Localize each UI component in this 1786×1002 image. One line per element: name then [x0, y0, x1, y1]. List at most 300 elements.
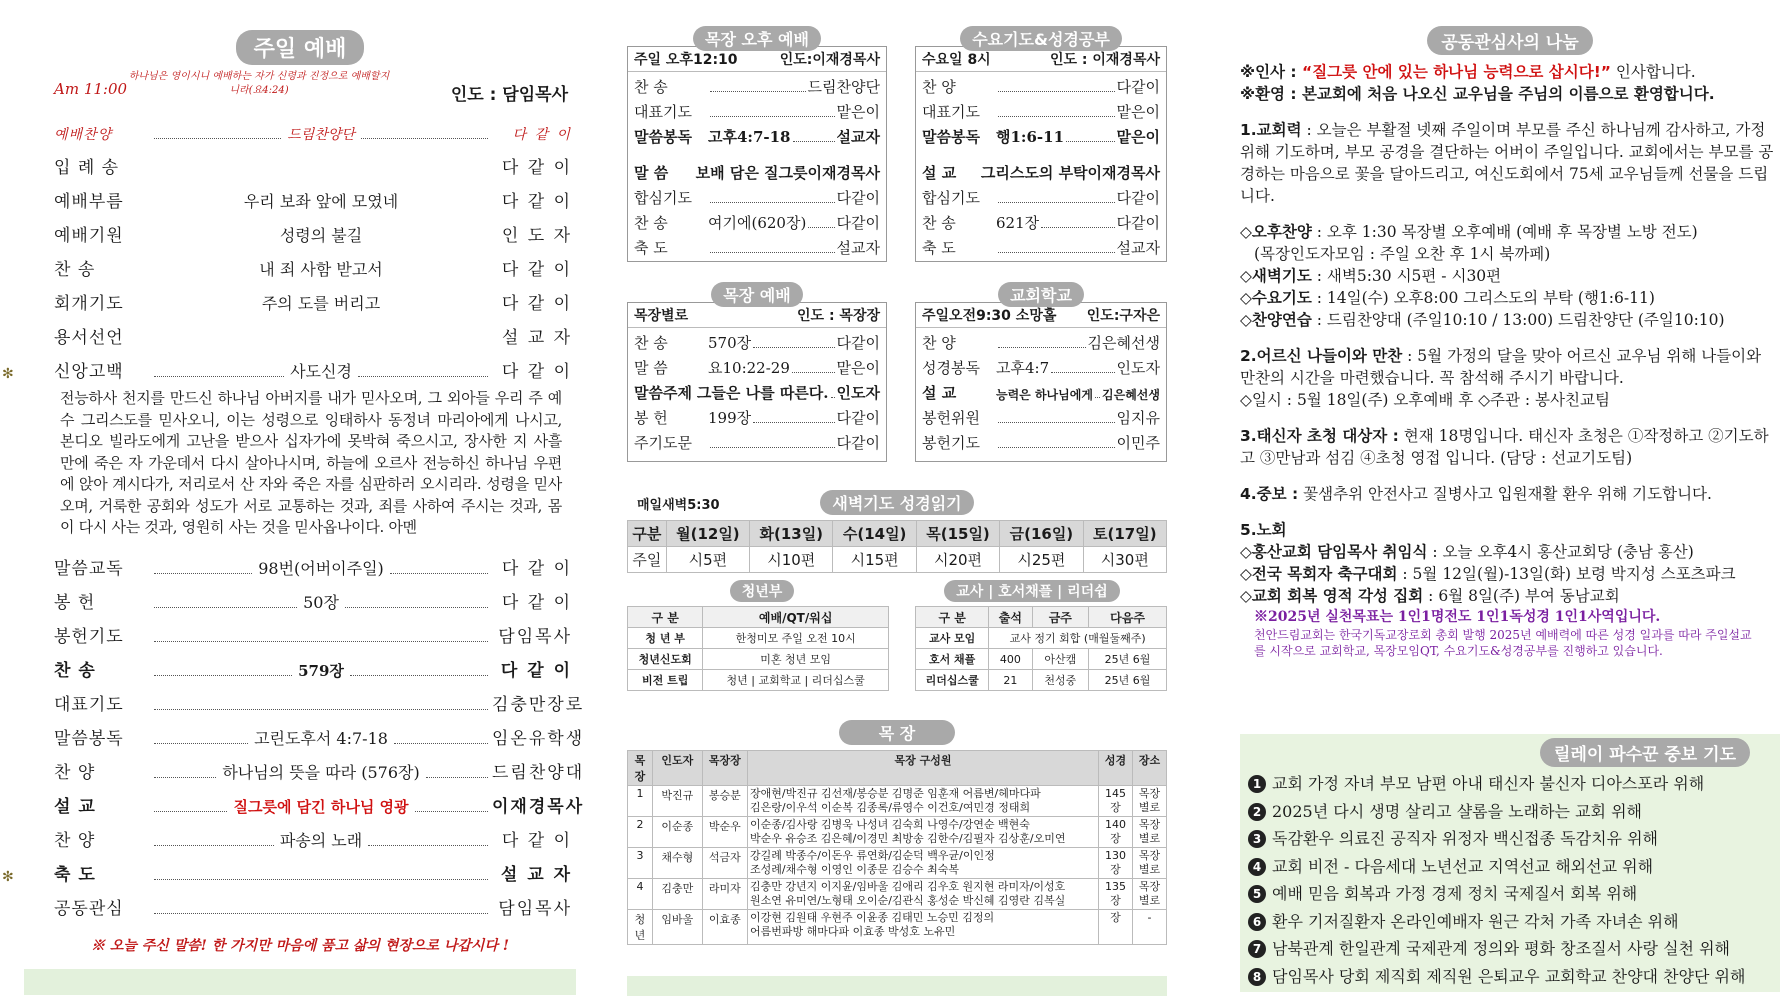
youth-title: 청년부	[730, 580, 795, 602]
box-row-value	[996, 126, 1160, 147]
youth-cell: 청년신도회	[628, 649, 703, 670]
order-row	[24, 178, 576, 212]
box-row	[916, 353, 1166, 378]
box-row-label: 찬 송	[634, 214, 668, 232]
order-item-leader: 담임목사	[498, 898, 572, 919]
mokjang-row	[628, 817, 1167, 848]
dawn-cell: 시5편	[666, 547, 749, 573]
mokjang-header-cell: 성경	[1099, 751, 1133, 786]
teachers-cell: 구 분	[916, 607, 989, 628]
order-item-leader: 인 도 자	[501, 226, 572, 246]
presbytery-label: ◇홍산교회 담임목사 취임식	[1240, 543, 1428, 561]
order-item-name: 신앙고백	[54, 362, 124, 382]
box-row-value	[996, 237, 1160, 258]
box-row-value	[708, 187, 880, 208]
box-row-value	[996, 76, 1160, 97]
box-header-right: 인도 : 목장장	[797, 308, 880, 324]
mokjang-bible: 장	[1099, 910, 1133, 945]
box-row-role: 맡은이	[1116, 103, 1160, 121]
box-row-label: 주기도문	[634, 434, 692, 452]
order-row	[2, 851, 576, 885]
box-row	[916, 122, 1166, 147]
order-item-text: 질그릇에 담긴 하나님 영광	[233, 797, 409, 816]
mokjang-bible: 130 장	[1099, 848, 1133, 879]
youth-cell: 예배/QT/워십	[703, 607, 889, 628]
box-header-right: 인도:구자은	[1086, 308, 1160, 324]
order-row	[24, 715, 585, 749]
relay-prayer-item	[1248, 935, 1745, 963]
relay-prayer-text: 교회 비전 - 다음세대 노년선교 지역선교 해외선교 위해	[1272, 856, 1654, 876]
relay-prayer-item	[1248, 798, 1745, 826]
order-item-content	[150, 760, 492, 783]
box-row-label: 말씀주제	[634, 384, 692, 402]
presbytery-label: ◇전국 목회자 축구대회	[1240, 565, 1398, 583]
leader-dots	[1051, 372, 1114, 373]
mokjang-place: 목장 별로	[1132, 817, 1166, 848]
mokjang-header-cell: 인도자	[652, 751, 702, 786]
sunday-worship-title: 주일 예배	[236, 30, 365, 65]
youth-table	[627, 606, 889, 691]
box-row-label: 봉헌위원	[922, 409, 980, 427]
order-row	[24, 817, 576, 851]
box-row-role: 설교자	[836, 128, 880, 146]
order-item-content	[150, 660, 492, 681]
box-row-role: 맡은이	[836, 359, 880, 377]
mokjang-members: 이순종/김사랑 김병욱 나성녀 김숙희 나영수/강연순 백현숙 박순우 유승조 김은혜/이경민 최방송 김한수/김필자 김상훈/오미연	[748, 817, 1099, 848]
teachers-cell: 아산캠	[1032, 649, 1089, 670]
church-school-title: 교회학교	[998, 282, 1084, 307]
box-row	[628, 72, 886, 97]
relay-prayer-text: 담임목사 당회 제직회 제직원 은퇴교우 교회학교 찬양대 찬양단 위해	[1272, 966, 1746, 986]
order-row	[24, 579, 576, 613]
leader-dots	[998, 422, 1115, 423]
order-item-text: 파송의 노래	[279, 830, 363, 850]
dawn-header-cell: 구분	[628, 521, 667, 547]
box-row	[628, 233, 886, 258]
box-row-label: 봉헌기도	[922, 434, 980, 452]
mokjang-members: 이강현 김원태 우현주 이윤종 김태민 노승민 김정의 어름번파방 해마다파 이효종 박성호 노유민	[748, 910, 1099, 945]
mokjang-header-cell: 장소	[1132, 751, 1166, 786]
order-row	[24, 212, 576, 246]
box-row-role: 다같이	[836, 189, 880, 207]
mokjang-table	[627, 750, 1167, 945]
order-item-text: 579장	[298, 661, 344, 680]
box-row	[916, 183, 1166, 208]
order-item-text: 50장	[303, 592, 339, 612]
order-item-content	[150, 359, 492, 382]
welcome: ※환영 : 본교회에 처음 나오신 교우님을 주님의 이름으로 환영합니다.	[1240, 85, 1715, 103]
box-row-value	[996, 212, 1160, 233]
mokjang-head: 라미자	[702, 879, 747, 910]
mokjang-leader: 박진규	[652, 786, 702, 817]
item-elders-outing: 2.어르신 나들이와 만찬 : 5월 가정의 달을 맞아 어르신 교우님 위해 나들이와 만찬의 시간을 마련했습니다. 꼭 참석해 주시기 바랍니다.	[1240, 347, 1762, 387]
order-row	[24, 749, 585, 783]
youth-row	[628, 628, 889, 649]
box-row-role: 맡은이	[836, 103, 880, 121]
order-item-name: 축 도	[54, 864, 96, 885]
mokjang-head: 박순우	[702, 817, 747, 848]
number-badge-icon: 4	[1248, 858, 1266, 876]
mokjang-bible: 145 장	[1099, 786, 1133, 817]
teachers-row	[916, 628, 1167, 649]
order-row	[24, 110, 576, 144]
youth-row	[628, 607, 889, 628]
order-item-leader: 다 같 이	[501, 158, 572, 178]
box-row-text: 고후4:7-18	[708, 128, 791, 146]
box-row-label: 말 씀	[634, 359, 668, 377]
box-row-label: 설 교	[922, 384, 957, 402]
box-row	[916, 97, 1166, 122]
number-badge-icon: 1	[1248, 775, 1266, 793]
youth-row	[628, 670, 889, 691]
teachers-cell: 교사 모임	[916, 628, 989, 649]
leader-dots	[831, 397, 835, 398]
box-row-label: 대표기도	[634, 103, 692, 121]
announcements-column	[1240, 26, 1780, 996]
relay-prayer-list	[1248, 770, 1745, 990]
order-item-leader: 담임목사	[498, 626, 572, 647]
mokjang-header-cell: 목장장	[702, 751, 747, 786]
dawn-reading-table	[627, 520, 1167, 573]
box-row-role: 다같이	[836, 434, 880, 452]
number-badge-icon: 2	[1248, 803, 1266, 821]
elders-outing-detail: ◇일시 : 5월 18일(주) 오후예배 후 ◇주관 : 봉사친교팀	[1240, 391, 1610, 409]
box-header-right: 인도 : 이재경목사	[1049, 52, 1160, 68]
order-row	[24, 681, 585, 715]
order-item-name: 예배부름	[54, 192, 124, 212]
order-row	[24, 545, 576, 579]
order-item-name: 봉헌기도	[54, 626, 124, 647]
mokjang-place: 목장 별로	[1132, 848, 1166, 879]
order-item-leader: 김충만장로	[492, 694, 585, 715]
teachers-cell: 25년 6월	[1089, 649, 1167, 670]
box-row-label: 봉 헌	[634, 409, 668, 427]
box-row-value	[708, 101, 880, 122]
box-row-role: 이재경목사	[1087, 164, 1160, 182]
mokjang-leader: 임바울	[652, 910, 702, 945]
box-row-value	[708, 357, 880, 378]
asterisk-icon: ✻	[2, 868, 14, 885]
box-row-value	[708, 126, 880, 147]
order-item-leader: 다 같 이	[500, 660, 572, 681]
teachers-cell: 천성중	[1032, 670, 1089, 691]
teachers-cell: 호서 채플	[916, 649, 989, 670]
box-row-value	[697, 382, 880, 403]
order-item-content	[150, 796, 492, 817]
sunday-afternoon-box	[627, 46, 887, 262]
box-row-text: 요10:22-29	[708, 359, 790, 377]
presbytery-list	[1240, 541, 1780, 607]
order-item-name: 설 교	[54, 796, 96, 817]
dawn-header-row	[628, 521, 1167, 547]
box-row	[628, 97, 886, 122]
box-row-value	[708, 212, 880, 233]
order-item-name: 용서선언	[54, 328, 124, 348]
box-row-role: 다같이	[836, 214, 880, 232]
relay-prayer-text: 남북관계 한일관계 국제관계 정의와 평화 창조질서 사랑 실천 위해	[1272, 939, 1731, 958]
mokjang-head: 석금자	[702, 848, 747, 879]
box-header-left: 목장별로	[634, 308, 689, 324]
leader-dots	[710, 116, 835, 117]
box-row-role: 다같이	[1116, 189, 1160, 207]
leader-dots	[154, 675, 292, 676]
service-time: Am 11:00	[54, 80, 128, 98]
box-row-label: 축 도	[922, 239, 956, 257]
order-item-content	[150, 257, 492, 280]
youth-cell: 한청미모 주일 오전 10시	[703, 628, 889, 649]
relay-prayer-item	[1248, 853, 1745, 881]
teachers-cell: 25년 6월	[1089, 670, 1167, 691]
yearly-goal: ※2025년 실천목표는 1인1명전도 1인1독성경 1인1사역입니다.	[1254, 609, 1661, 625]
church-school-box	[915, 302, 1167, 462]
order-item-name: 입 례 송	[54, 158, 120, 178]
dawn-header-cell: 화(13일)	[750, 521, 833, 547]
relay-prayer-item	[1248, 825, 1745, 853]
leader-dots	[998, 116, 1115, 117]
order-item-content	[150, 223, 492, 246]
box-row-value	[996, 357, 1160, 378]
order-item-name: 공동관심	[54, 898, 124, 919]
relay-prayer-box	[1240, 734, 1780, 992]
event-label: ◇새벽기도	[1240, 267, 1312, 285]
box-row	[916, 328, 1166, 353]
event-text: : 14일(수) 오후8:00 그리스도의 부탁 (행1:6-11)	[1311, 289, 1655, 307]
box-row-label: 찬 송	[634, 78, 668, 96]
youth-cell: 미혼 청년 모임	[703, 649, 889, 670]
footnote: ※ 오늘 주신 말씀! 한 가지만 마음에 품고 삶의 현장으로 나갑시다 !	[90, 937, 509, 954]
youth-cell: 청년 | 교회학교 | 리더십스쿨	[703, 670, 889, 691]
leader-dots	[426, 777, 488, 778]
leader-dots	[154, 879, 488, 880]
mokjang-row	[628, 848, 1167, 879]
box-row-role: 다같이	[1116, 214, 1160, 232]
goal-note: 천안드림교회는 한국기독교장로회 총회 발행 2025년 예배력에 따른 성경 일과를 따라 주일설교를 시작으로 교회학교, 목장모임QT, 수요기도&성경공부를 진행하고 있습니다.	[1254, 628, 1752, 658]
mokjang-head: 이효종	[702, 910, 747, 945]
teachers-cell: 리더십스쿨	[916, 670, 989, 691]
event-text: : 드림찬양대 (주일10:10 / 13:00) 드림찬양단 (주일10:10)	[1311, 311, 1725, 329]
box-row	[628, 353, 886, 378]
order-item-name: 회개기도	[54, 294, 124, 314]
event-line	[1240, 265, 1780, 287]
order-item-leader: 이재경목사	[492, 796, 585, 817]
teachers-cell: 400	[989, 649, 1032, 670]
mokjang-place: 목장 별로	[1132, 786, 1166, 817]
order-item-text: 드림찬양단	[287, 127, 355, 143]
order-item-content	[150, 291, 492, 314]
number-badge-icon: 8	[1248, 968, 1266, 986]
order-item-text: 우리 보좌 앞에 모였네	[243, 192, 399, 211]
box-row-role: 인도자	[1116, 359, 1160, 377]
mokjang-no: 1	[628, 786, 653, 817]
leader-dots	[710, 91, 806, 92]
mokjang-header-row	[628, 751, 1167, 786]
dawn-cell: 시10편	[750, 547, 833, 573]
leader-dots	[154, 709, 488, 710]
box-row-text: 그들은 나를 따른다.	[696, 384, 829, 402]
box-row-label: 합심기도	[634, 189, 692, 207]
box-row-role: 다같이	[1116, 78, 1160, 96]
mokjang-no: 2	[628, 817, 653, 848]
box-row-role: 이재경목사	[807, 164, 880, 182]
presbytery-line	[1240, 541, 1780, 563]
order-item-leader: 다 같 이	[501, 592, 572, 613]
teachers-cell: 다음주	[1089, 607, 1167, 628]
relay-prayer-text: 2025년 다시 생명 살리고 샬롬을 노래하는 교회 위해	[1272, 801, 1642, 821]
leader-dots	[753, 422, 834, 423]
event-text: : 오후 1:30 목장별 오후예배 (예배 후 목장별 노방 전도)	[1311, 223, 1698, 241]
order-item-content	[150, 913, 492, 919]
leader-dots	[998, 347, 1086, 348]
order-item-text: 하나님의 뜻을 따라 (576장)	[222, 762, 420, 782]
box-row-label: 찬 송	[634, 334, 668, 352]
mokjang-place: 목장 별로	[1132, 879, 1166, 910]
item-invitation: 3.태신자 초청 대상자 : 현재 18명입니다. 태신자 초청은 ①작정하고 ②기도하고 ③만남과 섬김 ④초청 영접 입니다. (담당 : 선교기도팀)	[1240, 427, 1769, 467]
dawn-cell: 시15편	[833, 547, 916, 573]
event-label: ◇오후찬양	[1240, 223, 1312, 241]
leader-dots	[154, 811, 227, 812]
asterisk-icon: ✻	[2, 366, 14, 382]
footer-bar	[24, 969, 576, 995]
teachers-cell: 출석	[989, 607, 1032, 628]
box-row	[916, 147, 1166, 183]
box-row-value	[708, 332, 880, 353]
leader-dots	[368, 845, 488, 846]
event-line	[1240, 243, 1780, 265]
leader-dots	[710, 252, 835, 253]
footer-bar-2	[627, 976, 1167, 996]
events-list	[1240, 221, 1780, 331]
relay-prayer-text: 환우 기저질환자 온라인예배자 원근 각처 가족 자녀손 위해	[1272, 911, 1679, 931]
order-row	[24, 613, 576, 647]
dawn-header-cell: 월(12일)	[666, 521, 749, 547]
leader-dots	[345, 607, 488, 608]
mokjang-bible: 140 장	[1099, 817, 1133, 848]
event-line	[1240, 309, 1780, 331]
order-list	[2, 110, 576, 382]
service-leader: 인도 : 담임목사	[450, 85, 568, 105]
cell-worship-title: 목장 예배	[711, 282, 802, 307]
announcements-title: 공동관심사의 나눔	[1427, 26, 1592, 55]
sunday-worship-column	[2, 30, 585, 995]
mokjang-bible: 135 장	[1099, 879, 1133, 910]
leader-dots	[154, 573, 252, 574]
box-row-role: 이민주	[1116, 434, 1160, 452]
box-row-value	[696, 162, 880, 183]
box-row-label: 말씀봉독	[922, 128, 980, 146]
order-item-name: 찬 송	[54, 660, 96, 681]
box-row	[628, 122, 886, 147]
box-header-right: 인도:이재경목사	[779, 52, 880, 68]
leader-dots	[358, 376, 488, 377]
youth-row	[628, 649, 889, 670]
box-row-label: 말씀봉독	[634, 128, 692, 146]
box-row-text: 그리스도의 부탁	[980, 164, 1088, 182]
dawn-header-cell: 토(17일)	[1083, 521, 1166, 547]
box-row-value	[708, 407, 880, 428]
box-row-role: 설교자	[1116, 239, 1160, 257]
box-row-role: 맡은이	[1116, 128, 1160, 146]
teachers-cell: 교사 정기 회합 (매월둘째주)	[989, 628, 1167, 649]
order-item-leader: 설 교 자	[501, 328, 572, 348]
box-row-label: 설 교	[922, 164, 957, 182]
box-row-label: 찬 송	[922, 214, 956, 232]
order-item-name: 대표기도	[54, 694, 124, 715]
order-row	[24, 885, 576, 919]
teachers-cell: 금주	[1032, 607, 1089, 628]
leader-dots	[998, 252, 1115, 253]
box-row-value	[996, 386, 1160, 403]
box-row-role: 드림찬양단	[807, 78, 880, 96]
leader-dots	[710, 447, 835, 448]
order-item-name: 예배기원	[54, 226, 124, 246]
leader-dots	[390, 573, 488, 574]
teachers-row	[916, 649, 1167, 670]
order-item-name: 찬 양	[54, 762, 96, 783]
mokjang-place: -	[1132, 910, 1166, 945]
order-row	[24, 144, 576, 178]
leader-dots	[154, 641, 488, 642]
box-row	[628, 403, 886, 428]
teachers-cell: 21	[989, 670, 1032, 691]
event-text: : 새벽5:30 시5편 - 시30편	[1311, 267, 1502, 285]
box-row-text: 여기에(620장)	[708, 214, 807, 232]
box-row-role: 임지유	[1116, 409, 1160, 427]
order-item-name: 찬 양	[54, 830, 96, 851]
presbytery-text: : 5월 12일(월)-13일(화) 보령 박지성 스포츠파크	[1397, 565, 1736, 583]
box-row-role: 다같이	[836, 334, 880, 352]
leader-dots	[998, 447, 1115, 448]
box-row-value	[981, 162, 1160, 183]
order-row	[2, 348, 576, 382]
leader-dots	[998, 202, 1115, 203]
box-row	[628, 183, 886, 208]
order-row	[24, 246, 576, 280]
box-header-left: 주일오전9:30 소망홀	[922, 308, 1057, 324]
box-row-label: 찬 양	[922, 334, 956, 352]
dawn-cell: 시25편	[1000, 547, 1083, 573]
order-item-text: 사도신경	[290, 362, 352, 381]
relay-prayer-item	[1248, 963, 1745, 991]
box-header-left: 주일 오후12:10	[634, 52, 738, 68]
mokjang-members: 강길례 박종수/이돈우 류연화/김순덕 백우균/이인정 조성례/채수형 이영인 이종문 김승수 최숙복	[748, 848, 1099, 879]
order-item-leader: 다 같 이	[501, 558, 572, 579]
box-row-role: 설교자	[836, 239, 880, 257]
leader-dots	[154, 607, 297, 608]
leader-dots	[154, 743, 248, 744]
mokjang-members: 장애현/박진규 김선재/봉승분 김명준 임훈재 어름변/헤마다파 김은랑/이우석 이순복 김종록/류영수 이건호/여민경 정태희	[748, 786, 1099, 817]
relay-prayer-text: 독감환우 의료진 공직자 위정자 백신접종 독감치유 위해	[1272, 829, 1659, 848]
leader-dots	[808, 227, 834, 228]
mokjang-row	[628, 879, 1167, 910]
leader-dots	[350, 675, 488, 676]
teachers-table	[915, 606, 1167, 691]
box-row-label: 합심기도	[922, 189, 980, 207]
mokjang-no: 3	[628, 848, 653, 879]
box-row-role: 김은혜선생	[1102, 388, 1160, 402]
order-item-name: 말씀봉독	[54, 728, 124, 749]
relay-prayer-text: 교회 가정 자녀 부모 남편 아내 태신자 불신자 디아스포라 위해	[1272, 774, 1705, 793]
event-text: (목장인도자모임 : 주일 오찬 후 1시 북까페)	[1254, 245, 1551, 263]
order-row	[24, 647, 576, 681]
box-row	[628, 208, 886, 233]
order-list-2	[2, 545, 585, 919]
box-row	[628, 147, 886, 183]
order-item-text: 고린도후서 4:7-18	[254, 728, 388, 748]
box-row-label: 축 도	[634, 239, 668, 257]
box-row	[916, 72, 1166, 97]
order-item-leader: 다 같 이	[501, 362, 572, 382]
scripture-note: 하나님은 영이시니 예배하는 자가 신령과 진정으로 예배할지니라(요4:24)	[128, 71, 390, 96]
